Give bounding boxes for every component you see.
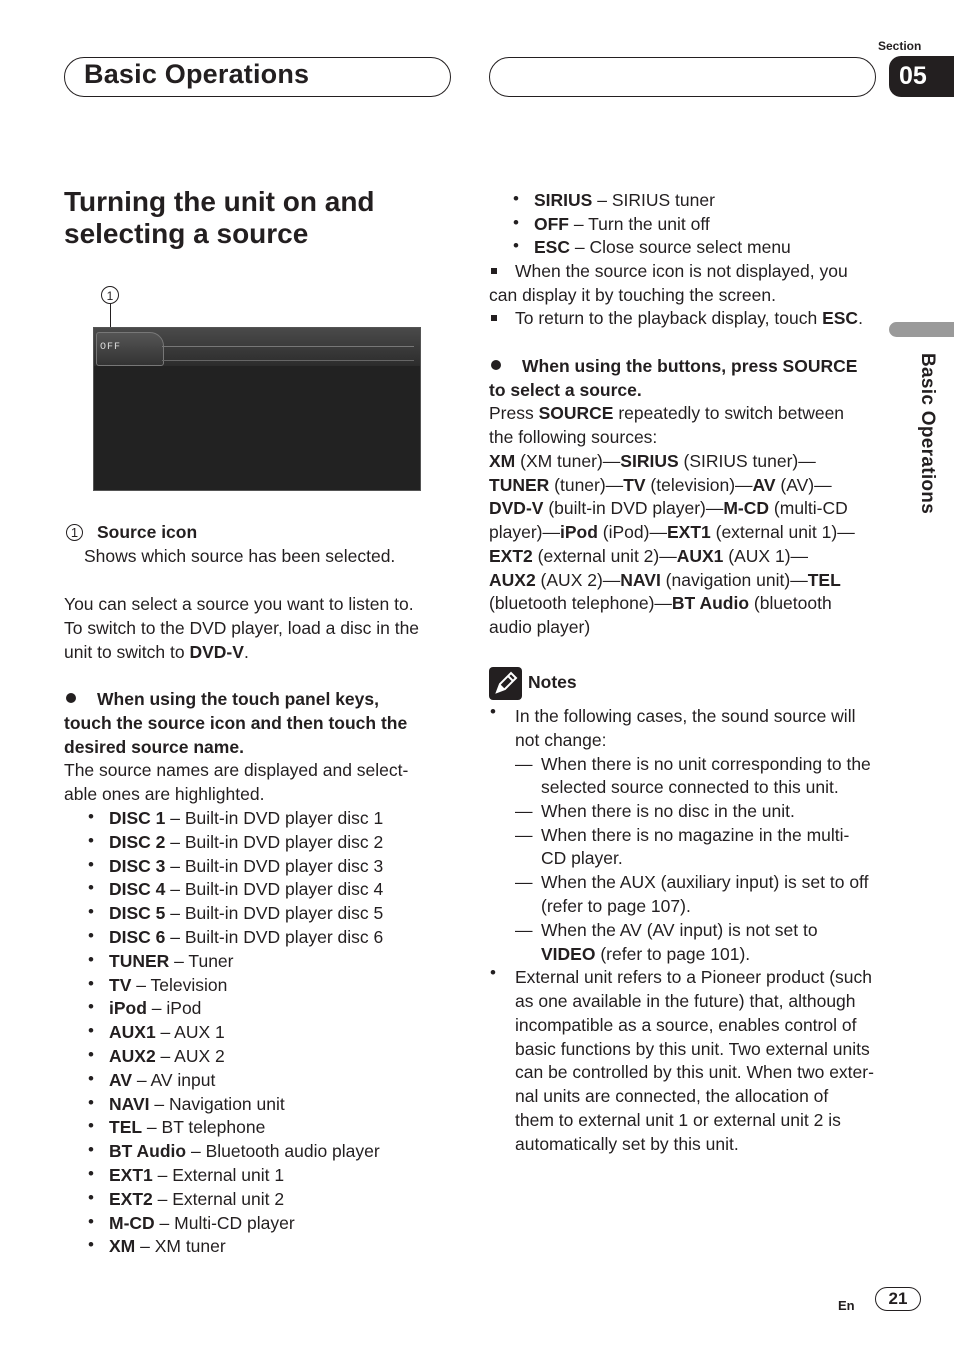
cycle-source-desc: (iPod)—: [597, 522, 667, 543]
intro-line-3-bold: DVD-V: [189, 642, 244, 662]
tip2-bold: ESC: [822, 308, 859, 328]
source-item: [109, 973, 227, 997]
source-name: DISC 1: [109, 808, 166, 828]
touch-heading-line-3: desired source name.: [64, 737, 244, 757]
list-bullet: •: [88, 1187, 94, 1207]
list-bullet: •: [88, 1068, 94, 1088]
list-bullet: •: [88, 1092, 94, 1112]
source-name: EXT2: [109, 1188, 153, 1209]
list-bullet: •: [88, 1235, 94, 1255]
source-item: [109, 1092, 285, 1116]
cycle-source-desc: (multi-CD: [769, 498, 848, 519]
page-heading: [64, 186, 444, 250]
list-bullet: •: [88, 949, 94, 969]
cycle-source-desc: (external unit 2)—: [532, 545, 677, 566]
list-bullet: •: [88, 807, 94, 826]
buttons-heading-line-1: When using the buttons, press SOURCE: [522, 356, 858, 376]
source-item: [109, 925, 383, 949]
cycle-source-desc: player)—: [489, 522, 560, 543]
source-item: [109, 1068, 215, 1092]
cycle-source-name: AUX2: [489, 569, 536, 590]
source-desc: – Bluetooth audio player: [186, 1141, 380, 1162]
source-item: [109, 996, 201, 1020]
dash: —: [515, 825, 533, 845]
cycle-source-name: AUX1: [676, 545, 724, 566]
cycle-source-name: TUNER: [489, 474, 550, 495]
note1-dash5-bold: VIDEO: [541, 944, 596, 964]
note2-line-2: as one available in the future) that, although: [515, 991, 856, 1011]
buttons-desc-prefix: Press: [489, 403, 539, 423]
source-item: [109, 830, 383, 854]
source-name: TEL: [109, 1117, 143, 1138]
cycle-line-7: [489, 591, 832, 615]
side-tab-marker: [889, 322, 954, 337]
source-name: DISC 4: [109, 879, 166, 900]
list-bullet: •: [88, 926, 94, 945]
cycle-source-desc: (XM tuner)—: [515, 451, 621, 471]
callout-marker: 1: [101, 286, 119, 304]
cycle-source-name: M-CD: [723, 498, 770, 519]
header-title: Basic Operations: [84, 59, 310, 89]
source-desc: – iPod: [146, 998, 202, 1019]
source-desc: – External unit 2: [152, 1188, 285, 1209]
tip1-line-2: can display it by touching the screen.: [489, 285, 776, 305]
touch-heading-line-2: touch the source icon and then touch the: [64, 713, 408, 733]
screen-divider: [162, 360, 414, 361]
footer-language: En: [838, 1298, 855, 1313]
source-name: DISC 3: [109, 855, 166, 876]
list-bullet: •: [513, 236, 519, 256]
note-bullet: •: [490, 963, 496, 982]
side-tab-label: Basic Operations: [917, 353, 938, 515]
list-bullet: •: [88, 902, 94, 922]
note2-line-7: them to external unit 1 or external unit 2 is: [515, 1110, 841, 1130]
list-bullet: •: [88, 1045, 94, 1064]
source-name: EXT1: [109, 1165, 153, 1185]
source-item: [109, 1163, 284, 1187]
list-bullet: •: [88, 854, 94, 874]
heading-bullet: [66, 693, 76, 703]
note1-line-1: In the following cases, the sound source will: [515, 706, 856, 726]
cycle-source-name: BT Audio: [671, 593, 750, 614]
source-name: AV: [109, 1069, 133, 1090]
list-bullet: •: [88, 1164, 94, 1183]
buttons-desc-bold: SOURCE: [538, 403, 614, 423]
callout-desc-text: Shows which source has been selected.: [84, 546, 396, 566]
source-desc: – Built-in DVD player disc 3: [165, 855, 384, 876]
header-right-frame: [489, 57, 876, 97]
list-bullet: •: [513, 189, 519, 208]
cycle-source-name: EXT2: [489, 545, 533, 566]
note2-line-3: incompatible as a source, enables control of: [515, 1015, 857, 1035]
note2-line-4: basic functions by this unit. Two external units: [515, 1039, 870, 1059]
source-desc: – Navigation unit: [149, 1093, 285, 1114]
source-desc: – Built-in DVD player disc 5: [165, 903, 384, 924]
cycle-line-8: audio player): [489, 617, 591, 637]
tip2-prefix: To return to the playback display, touch: [515, 308, 823, 328]
list-bullet: •: [88, 878, 94, 898]
source-desc: – Built-in DVD player disc 4: [165, 879, 384, 900]
cycle-source-desc: (television)—: [645, 474, 753, 495]
list-bullet: •: [88, 1021, 94, 1041]
cycle-source-name: iPod: [560, 522, 598, 543]
cycle-source-name: TV: [623, 474, 646, 495]
note1-dash3-line-1: When there is no magazine in the multi-: [541, 825, 850, 845]
source-desc: – Multi-CD player: [154, 1212, 295, 1233]
list-bullet: •: [88, 830, 94, 850]
source-desc: – External unit 1: [152, 1165, 285, 1185]
source-name: NAVI: [109, 1093, 150, 1114]
cycle-line-5: [489, 544, 808, 568]
intro-line-3-prefix: unit to switch to: [64, 642, 190, 662]
list-bullet: •: [513, 212, 519, 232]
note1-dash2: When there is no disc in the unit.: [541, 801, 795, 821]
list-bullet: •: [88, 1116, 94, 1136]
source-name: TUNER: [109, 950, 170, 971]
note1-dash3-line-2: CD player.: [541, 848, 623, 868]
dash: —: [515, 754, 533, 774]
source-desc: – Built-in DVD player disc 6: [165, 927, 384, 947]
cycle-source-name: AV: [752, 474, 776, 495]
screen-divider: [162, 346, 414, 347]
cycle-line-4: [489, 520, 855, 544]
cycle-line-1: [489, 449, 816, 473]
note1-dash1-line-2: selected source connected to this unit.: [541, 777, 839, 797]
tip2-suffix: .: [858, 308, 863, 328]
page-number: 21: [875, 1287, 921, 1311]
buttons-desc-line-1: [489, 401, 844, 425]
source-desc: – AUX 1: [155, 1022, 225, 1043]
heading-line-1: Turning the unit on and: [64, 186, 375, 217]
source-name: ESC: [534, 237, 570, 258]
cycle-line-3: [489, 496, 848, 520]
intro-line-2: To switch to the DVD player, load a disc in the: [64, 618, 420, 638]
source-item: [534, 188, 715, 212]
source-desc: – BT telephone: [142, 1117, 266, 1138]
note2-line-5: can be controlled by this unit. When two exter-: [515, 1062, 874, 1082]
cycle-source-desc: (external unit 1)—: [710, 522, 855, 543]
source-icon-label: OFF: [100, 342, 122, 353]
source-item: [109, 1020, 225, 1044]
source-item: [109, 1044, 225, 1068]
cycle-line-6: [489, 568, 841, 592]
note1-dash4-line-1: When the AUX (auxiliary input) is set to off: [541, 872, 869, 892]
source-desc: – Built-in DVD player disc 2: [165, 831, 384, 852]
section-label: Section: [878, 39, 922, 53]
source-desc: – SIRIUS tuner: [592, 190, 715, 210]
source-desc: – Television: [131, 974, 228, 995]
cycle-source-desc: (AUX 1)—: [723, 545, 809, 566]
dash: —: [515, 801, 533, 821]
cycle-source-desc: (bluetooth telephone)—: [489, 593, 672, 614]
source-item: [109, 949, 234, 973]
source-item: [109, 854, 383, 878]
source-item: [109, 1234, 226, 1258]
source-name: DISC 5: [109, 903, 166, 924]
note1-dash1-line-1: When there is no unit corresponding to the: [541, 754, 871, 774]
source-desc: – XM tuner: [135, 1236, 226, 1257]
tip1-line-1: When the source icon is not displayed, you: [515, 261, 848, 281]
source-item: [534, 212, 710, 236]
source-item: [109, 877, 383, 901]
dash: —: [515, 872, 533, 892]
source-name: M-CD: [109, 1212, 155, 1233]
source-name: OFF: [534, 213, 569, 234]
source-desc: – Tuner: [169, 950, 234, 971]
source-name: XM: [109, 1236, 136, 1257]
source-name: TV: [109, 974, 132, 995]
touch-heading-line-1: When using the touch panel keys,: [97, 689, 379, 709]
note-bullet: •: [490, 702, 496, 721]
tip-bullet: [491, 268, 497, 274]
notes-title: Notes: [528, 672, 577, 692]
source-name: AUX1: [109, 1022, 156, 1043]
source-desc: – AV input: [132, 1069, 216, 1090]
buttons-desc-suffix: repeatedly to switch between: [613, 403, 845, 423]
source-name: DISC 6: [109, 927, 166, 947]
source-item: [109, 1115, 265, 1139]
source-item: [109, 1211, 295, 1235]
source-name: SIRIUS: [534, 190, 593, 210]
cycle-source-desc: (AUX 2)—: [535, 569, 621, 590]
callout-desc-num: 1: [66, 524, 83, 541]
tip2: [515, 306, 863, 330]
notes-pencil-icon: [489, 667, 522, 700]
callout-desc-title: Source icon: [97, 522, 198, 542]
tip-bullet: [491, 315, 497, 321]
note2-line-6: nal units are connected, the allocation of: [515, 1086, 829, 1106]
source-name: DISC 2: [109, 831, 166, 852]
cycle-source-name: SIRIUS: [620, 451, 679, 471]
source-name: AUX2: [109, 1046, 156, 1066]
list-bullet: •: [88, 973, 94, 993]
section-number: 05: [889, 56, 954, 97]
cycle-line-2: [489, 473, 832, 497]
note1-dash5-line-1: When the AV (AV input) is not set to: [541, 920, 818, 940]
cycle-source-desc: (built-in DVD player)—: [543, 498, 724, 519]
cycle-source-desc: (AV)—: [775, 474, 832, 495]
source-name: BT Audio: [109, 1141, 187, 1162]
cycle-source-name: EXT1: [666, 522, 711, 543]
list-bullet: •: [88, 997, 94, 1017]
source-desc: – AUX 2: [155, 1046, 225, 1066]
cycle-source-desc: (navigation unit)—: [660, 569, 808, 590]
source-item: [109, 1187, 284, 1211]
touch-desc-line-2: able ones are highlighted.: [64, 784, 265, 804]
source-item: [534, 235, 791, 259]
buttons-heading-line-2: to select a source.: [489, 380, 642, 400]
cycle-source-desc: (bluetooth: [749, 593, 832, 614]
cycle-source-name: XM: [489, 451, 516, 471]
note2-line-8: automatically set by this unit.: [515, 1134, 739, 1154]
intro-line-3: [64, 640, 249, 664]
note1-line-2: not change:: [515, 730, 607, 750]
intro-line-3-suffix: .: [243, 642, 249, 662]
heading-bullet: [491, 360, 501, 370]
buttons-desc-line-2: the following sources:: [489, 427, 658, 447]
touch-desc-line-1: The source names are displayed and select-: [64, 760, 409, 780]
note1-dash5-line-2: [541, 942, 750, 966]
list-bullet: •: [88, 1211, 94, 1231]
heading-line-2: selecting a source: [64, 218, 309, 249]
source-name: iPod: [109, 998, 147, 1019]
cycle-source-desc: (tuner)—: [549, 474, 624, 495]
source-item: [109, 806, 383, 830]
source-item: [109, 901, 383, 925]
note2-line-1: External unit refers to a Pioneer product (such: [515, 967, 872, 987]
screen-illustration: [93, 327, 421, 491]
source-desc: – Turn the unit off: [569, 213, 710, 234]
cycle-source-name: DVD-V: [489, 498, 544, 519]
note1-dash4-line-2: (refer to page 107).: [541, 896, 691, 916]
note1-dash5-suffix: (refer to page 101).: [595, 944, 751, 964]
intro-line-1: You can select a source you want to listen to.: [64, 594, 414, 614]
cycle-source-name: NAVI: [620, 569, 661, 590]
source-desc: – Built-in DVD player disc 1: [165, 808, 384, 828]
cycle-source-name: TEL: [807, 569, 841, 590]
list-bullet: •: [88, 1140, 94, 1160]
dash: —: [515, 920, 533, 940]
source-item: [109, 1139, 380, 1163]
source-desc: – Close source select menu: [569, 237, 791, 258]
cycle-source-desc: (SIRIUS tuner)—: [678, 451, 816, 471]
